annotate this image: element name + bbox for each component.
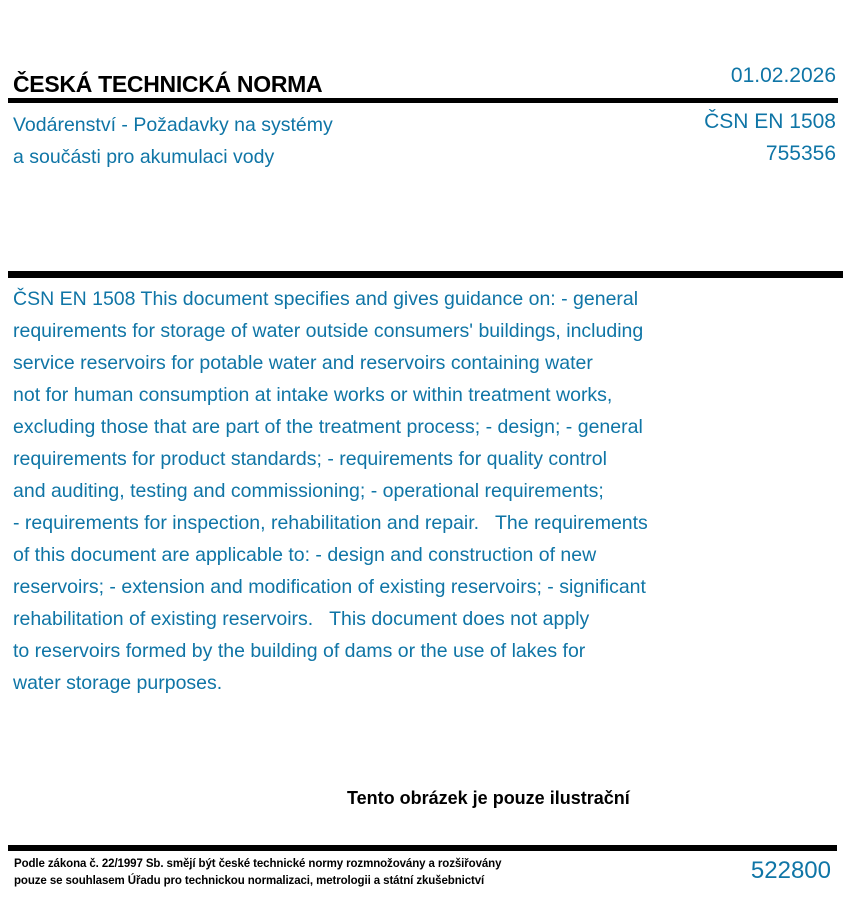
abstract-line: to reservoirs formed by the building of dams or the use of lakes for — [13, 640, 586, 662]
abstract-line: and auditing, testing and commissioning; - operational requirements; — [13, 480, 604, 502]
footer-rule — [8, 845, 837, 851]
abstract-line: ČSN EN 1508 This document specifies and gives guidance on: - general — [13, 288, 639, 310]
abstract-line: excluding those that are part of the treatment process; - design; - general — [13, 416, 643, 438]
standard-subject — [13, 109, 333, 173]
abstract-line: - requirements for inspection, rehabilitation and repair. The requirements — [13, 512, 648, 534]
order-number: 522800 — [750, 857, 831, 884]
abstract-text — [13, 283, 648, 699]
abstract-line: water storage purposes. — [13, 672, 223, 694]
legal-notice — [14, 856, 501, 890]
separator-rule — [8, 271, 843, 278]
standard-subject-line: Vodárenství - Požadavky na systémy — [13, 114, 333, 136]
abstract-line: requirements for product standards; - requirements for quality control — [13, 448, 607, 470]
standard-designation: ČSN EN 1508 — [704, 110, 836, 133]
abstract-line: requirements for storage of water outside consumers' buildings, including — [13, 320, 644, 342]
page-title: ČESKÁ TECHNICKÁ NORMA — [13, 71, 323, 97]
abstract-line: of this document are applicable to: - design and construction of new — [13, 544, 597, 566]
standard-class-number: 755356 — [765, 142, 836, 165]
legal-notice-line: Podle zákona č. 22/1997 Sb. smějí být české technické normy rozmnožovány a rozšiřovány — [14, 858, 502, 870]
issue-date: 01.02.2026 — [730, 64, 836, 87]
standard-identifiers — [704, 106, 836, 170]
abstract-line: service reservoirs for potable water and reservoirs containing water — [13, 352, 593, 374]
standard-subject-line: a součásti pro akumulaci vody — [13, 146, 275, 168]
legal-notice-line: pouze se souhlasem Úřadu pro technickou normalizaci, metrologii a státní zkušebnictví — [14, 875, 485, 887]
abstract-line: rehabilitation of existing reservoirs. This document does not apply — [13, 608, 590, 630]
header-rule — [8, 98, 838, 103]
illustration-caption: Tento obrázek je pouze ilustrační — [347, 788, 630, 808]
abstract-line: not for human consumption at intake works or within treatment works, — [13, 384, 613, 406]
abstract-line: reservoirs; - extension and modification of existing reservoirs; - significant — [13, 576, 646, 598]
